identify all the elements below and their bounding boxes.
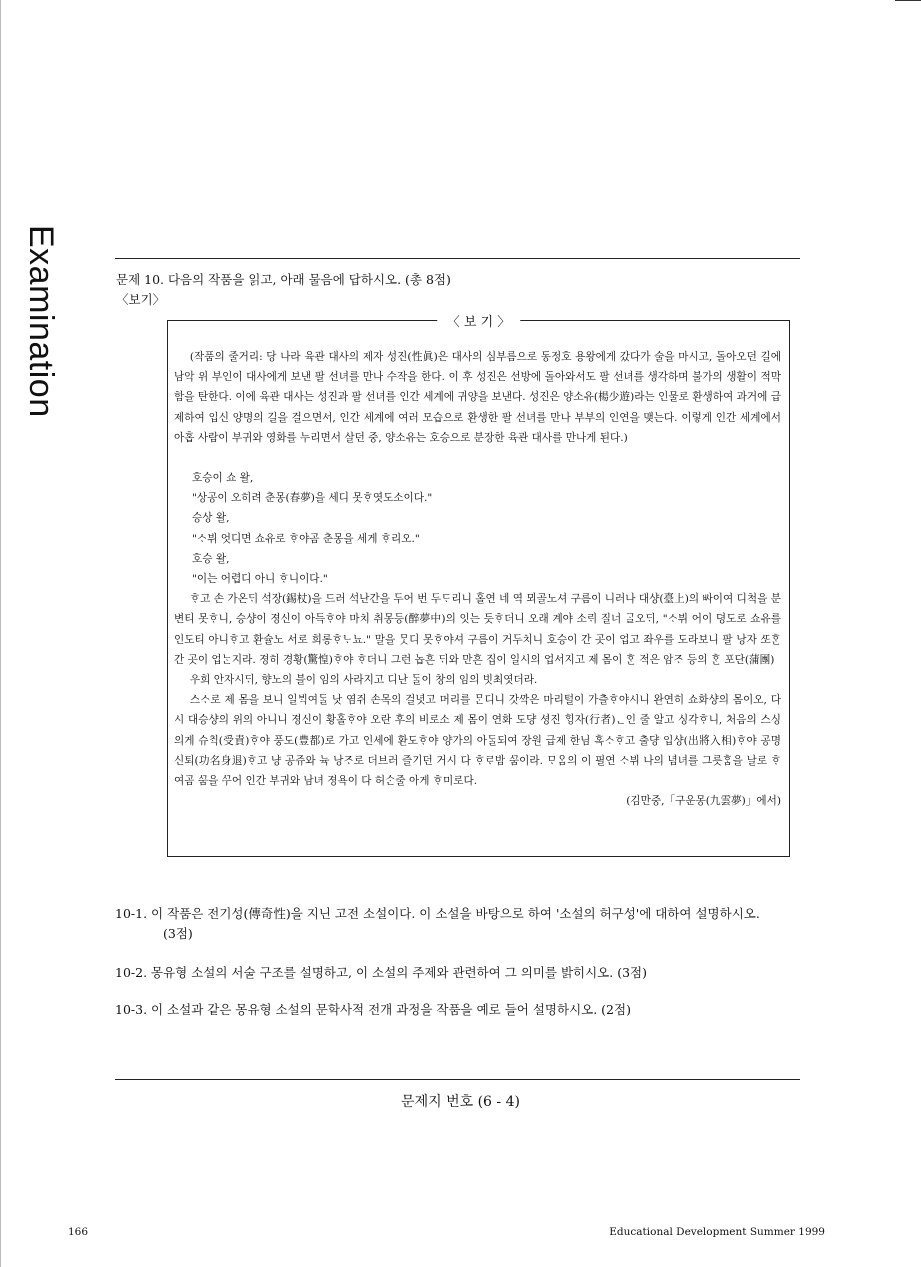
paragraph-gap	[174, 448, 781, 468]
section-side-label: Examination	[22, 225, 60, 418]
dialogue-line: 승상 왈,	[192, 512, 230, 525]
sub-question-score: (3점)	[163, 926, 193, 941]
narrative-paragraph: ᄒᆞ고 손 가온ᄃᆡ 석장(錫杖)을 드러 석난간을 두어 번 두ᄃᆞ리니 홀연 네 역 뫼골노셔 구름이 니러나 대샹(臺上)의 ᄡᅡ이여 디척을 분변티 못ᄒᆞ니, 승샹이 졍신이 아득ᄒᆞ야 마치 취몽등(醉夢中)의 잇는 듯ᄒᆞ더니 오래 계야 소ᄅᆡ 질너 ᄀᆞᆯ오ᄃᆡ, "ᄉᆞ뷔 어이 뎡도로 쇼유를 인도티 아니ᄒᆞ고 환슐노 서로 희롱ᄒᆞᄂᆞ뇨." 말을 ᄆᆞᆺ디 못ᄒᆞ야셔 구름이 거두치니 호승이 간 곳이 업고 좌우를 도라보니 팔 낭자 ᄯᅩᄒᆞᆫ 간 곳이 업ᄂᆞᆫ지라. 졍히 경황(驚惶)ᄒᆞ야 ᄒᆞ더니 그런 놉흔 ᄃᆡ와 만흔 집이 일시의 업서지고 제 몸이 ᄒᆞᆫ 적은 암ᄌᆞ 등의 ᄒᆞᆫ 포단(蒲團)	[174, 593, 781, 666]
dialogue-line: "ᄉᆞ뷔 엇디면 쇼유로 ᄒᆞ야곰 춘몽을 세게 ᄒᆞ리오."	[192, 532, 420, 545]
question-sub-label: 〈보기〉	[116, 292, 166, 307]
page-left-edge	[0, 0, 1, 1267]
journal-name: Educational Development Summer 1999	[609, 1226, 825, 1238]
bottom-divider	[115, 1079, 800, 1080]
corner-mark	[895, 0, 921, 1]
top-divider	[115, 258, 800, 259]
question-title: 문제 10. 다음의 작품을 읽고, 아래 물음에 답하시오. (총 8점)	[116, 272, 451, 287]
example-box-body	[174, 347, 781, 811]
dialogue-line: "상공이 오히려 춘몽(春夢)을 세디 못ᄒᆞ엿도소이다."	[192, 492, 433, 505]
dialogue-line: "이는 어렵디 아니 ᄒᆞ니이다."	[192, 573, 328, 586]
dialogue-line: 호승 왈,	[192, 552, 230, 565]
example-box-title: 〈 보 기 〉	[437, 311, 521, 330]
page-number: 166	[68, 1226, 89, 1238]
sub-question-10-2	[115, 962, 805, 983]
synopsis-paragraph: (작품의 줄거리: 당 나라 육관 대사의 제자 성진(性眞)은 대사의 심부름으로 동정호 용왕에게 갔다가 술을 마시고, 돌아오던 길에 남악 위 부인이 대사에게 보낸 팔 선녀를 만나 수작을 한다. 이 후 성진은 선방에 돌아와서도 팔 선녀를 생각하며 불가의 생활이 적막함을 탄한다. 이에 육관 대사는 성진과 팔 선녀를 인간 세계에 귀양을 보낸다. 성진은 양소유(楊少遊)라는 인물로 환생하여 과거에 급제하여 입신 양명의 길을 걸으면서, 인간 세계에 여러 모습으로 환생한 팔 선녀를 만나 부부의 인연을 맺는다. 이렇게 인간 세계에서 아홉 사람이 부귀와 영화를 누리면서 살던 중, 양소유는 호승으로 분장한 육관 대사를 만나게 된다.)	[174, 351, 782, 444]
sub-question-10-3	[115, 999, 805, 1020]
sub-question-text: 10-3. 이 소설과 같은 몽유형 소설의 문학사적 전개 과정을 작품을 예로 들어 설명하시오. (2점)	[115, 1002, 631, 1017]
example-box	[167, 315, 790, 857]
narrative-paragraph: 스ᄉᆞ로 제 몸을 보니 일ᄇᆡᆨ여ᄃᆞᆯ 낫 염쥐 손목의 걸녓고 머리를 ᄆᆞᆫ디니 갓ᄭᅡᆨ은 마리털이 가츨ᄒᆞ야시니 완연히 쇼화샹의 몸이오, 다시 대승샹의 위의 아니니 졍신이 황홀ᄒᆞ야 오란 후의 비로소 제 몸이 연화 도댱 셩진 ᄒᆡᆼ자(行者)ᆫ인 줄 알고 싱각ᄒᆞ니, 처음의 스싱의게 슈ᄎᆡᆨ(受責)ᄒᆞ야 풍도(豊都)로 가고 인세에 환도ᄒᆞ야 양가의 아ᄃᆞᆯ되여 장원 급제 한님 혹ᄉᆞᄒᆞ고 출댱 입샹(出將入相)ᄒᆞ야 공명 신퇴(功名身退)ᄒᆞ고 냥 공쥬와 뉵 낭ᄌᆞ로 더브러 즐기던 거시 다 ᄒᆞᄅᆞ밤 ᄭᅮᆷ이라. ᄆᆞᄋᆞᆷ의 이 필연 ᄉᆞ뷔 나의 념녀를 그릇ᄒᆞᆷ을 날로 ᄒᆞ여곰 ᄭᅮᆷ을 ᄭᅮ어 인간 부귀와 남녀 졍욕이 다 허ᄉᆞᆫ줄 아게 ᄒᆞ미로다.	[174, 694, 781, 788]
narrative-paragraph: 우희 안자시ᄃᆡ, 향노의 블이 임의 사라지고 디난 ᄃᆞᆯ이 창의 임의 빗최엿더라.	[189, 674, 538, 687]
sub-question-text: 10-2. 몽유형 소설의 서술 구조를 설명하고, 이 소설의 주제와 관련하여 그 의미를 밝히시오. (3점)	[115, 965, 647, 980]
dialogue-line: 호승이 쇼 왈,	[192, 472, 254, 485]
sub-question-10-1	[115, 903, 805, 924]
sub-question-text: 10-1. 이 작품은 전기성(傳奇性)을 지닌 고전 소설이다. 이 소설을 바탕으로 하여 '소설의 허구성'에 대하여 설명하시오.	[115, 906, 760, 921]
source-citation: (김만중,「구운몽(九雲夢)」에서)	[626, 795, 781, 808]
sheet-number: 문제지 번호 (6 - 4)	[401, 1094, 520, 1110]
